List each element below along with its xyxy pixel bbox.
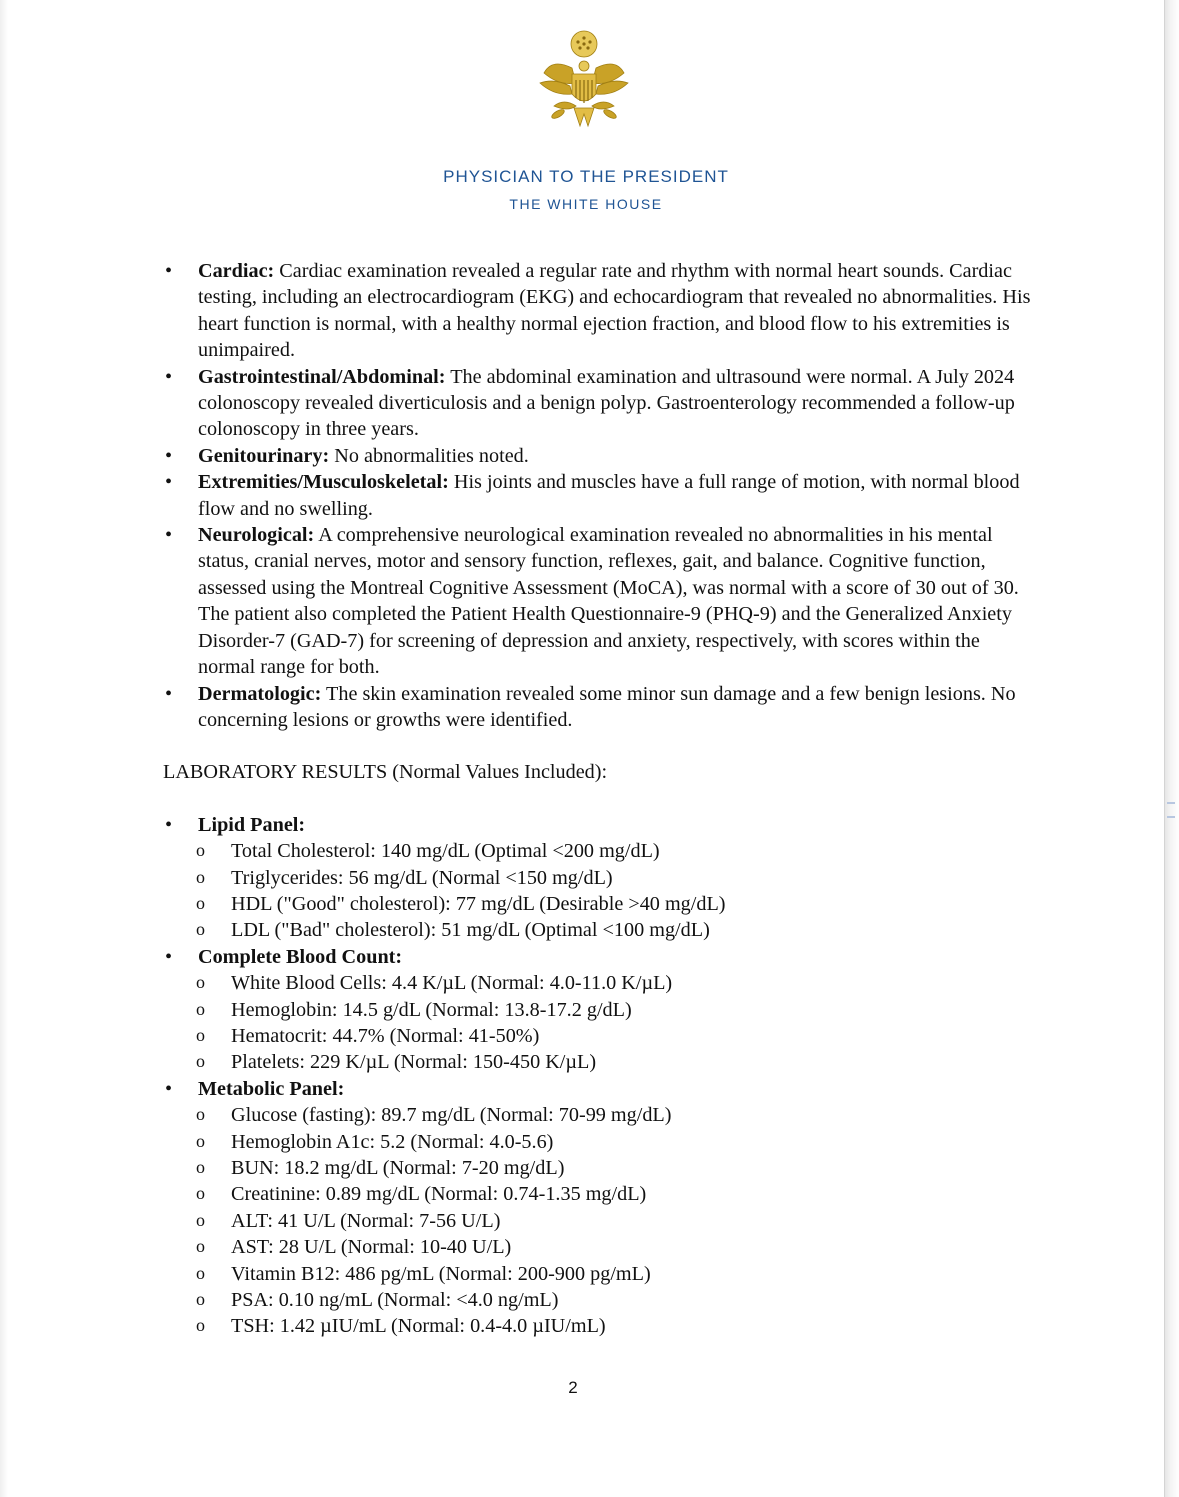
finding-text: A comprehensive neurological examination revealed no abnormalities in his mental status, cranial nerves, motor and sensory function, reflexes, gait, and balance. Cognitive function, assessed using the Montreal Cognitive Assessment (MoCA), was normal with a score of 30 out of 30. The patient also completed the Patient Health Questionnaire-9 (PHQ-9) and the Generalized Anxiety Disorder-7 (GAD-7) for screening of depression and anxiety, respectively, with scores within the normal range for both. [198, 524, 1019, 679]
finding-genitourinary [163, 443, 1033, 469]
finding-label: Genitourinary: [198, 444, 330, 467]
finding-label: Dermatologic: [198, 682, 322, 705]
presidential-seal-icon [534, 28, 634, 133]
panel-title: Metabolic Panel: [198, 1077, 345, 1100]
lab-result-item: o Creatinine: 0.89 mg/dL (Normal: 0.74-1.35 mg/dL) [163, 1181, 1033, 1207]
cbc-results-list [163, 970, 1033, 1076]
lab-result-item: o Platelets: 229 K/µL (Normal: 150-450 K/µL) [163, 1049, 1033, 1075]
finding-label: Neurological: [198, 524, 315, 547]
finding-text: Cardiac examination revealed a regular rate and rhythm with normal heart sounds. Cardiac testing, including an electrocardiogram (EKG) and echocardiogram that revealed no abnormalities. His heart function is normal, with a healthy normal ejection fraction, and blood flow to his extremities is unimpaired. [198, 260, 1031, 362]
lab-panel-cbc [163, 944, 1033, 970]
finding-cardiac [163, 258, 1033, 364]
lab-result-item: o Hemoglobin A1c: 5.2 (Normal: 4.0-5.6) [163, 1129, 1033, 1155]
panel-title: Complete Blood Count: [198, 945, 403, 968]
page-left-shadow [0, 0, 8, 1497]
finding-gastrointestinal [163, 364, 1033, 443]
panel-title: Lipid Panel: [198, 813, 306, 836]
lab-panels-list [163, 1076, 1033, 1102]
letterhead-subtitle: THE WHITE HOUSE [509, 196, 663, 212]
finding-text: No abnormalities noted. [334, 444, 529, 467]
lab-result-item: o Hemoglobin: 14.5 g/dL (Normal: 13.8-17.2 g/dL) [163, 997, 1033, 1023]
lab-result-item: o Total Cholesterol: 140 mg/dL (Optimal <200 mg/dL) [163, 838, 1033, 864]
lab-result-item: o TSH: 1.42 µIU/mL (Normal: 0.4-4.0 µIU/mL) [163, 1313, 1033, 1339]
finding-label: Gastrointestinal/Abdominal: [198, 365, 446, 388]
edge-mark [1167, 816, 1175, 818]
finding-musculoskeletal [163, 469, 1033, 522]
metabolic-results-list [163, 1102, 1033, 1340]
lab-result-item: o Triglycerides: 56 mg/dL (Normal <150 mg/dL) [163, 865, 1033, 891]
lab-result-item: o LDL ("Bad" cholesterol): 51 mg/dL (Optimal <100 mg/dL) [163, 917, 1033, 943]
letterhead-title: PHYSICIAN TO THE PRESIDENT [443, 167, 729, 186]
finding-neurological [163, 522, 1033, 680]
lab-result-item: o PSA: 0.10 ng/mL (Normal: <4.0 ng/mL) [163, 1287, 1033, 1313]
document-body [163, 258, 1033, 1340]
finding-label: Extremities/Musculoskeletal: [198, 471, 449, 494]
lab-result-item: o BUN: 18.2 mg/dL (Normal: 7-20 mg/dL) [163, 1155, 1033, 1181]
page-right-edge [1164, 0, 1179, 1497]
lab-panels-list [163, 944, 1033, 970]
lipid-results-list [163, 838, 1033, 944]
lab-result-item: o HDL ("Good" cholesterol): 77 mg/dL (Desirable >40 mg/dL) [163, 891, 1033, 917]
lab-panels-list [163, 812, 1033, 838]
finding-text: His joints and muscles have a full range of motion, with normal blood flow and no swelling. [198, 471, 1020, 520]
finding-text: The skin examination revealed some minor sun damage and a few benign lesions. No concerning lesions or growths were identified. [198, 682, 1016, 731]
finding-text: The abdominal examination and ultrasound were normal. A July 2024 colonoscopy revealed diverticulosis and a benign polyp. Gastroenterology recommended a follow-up colonoscopy in three years. [198, 365, 1015, 441]
finding-dermatologic [163, 681, 1033, 734]
lab-result-item: o White Blood Cells: 4.4 K/µL (Normal: 4.0-11.0 K/µL) [163, 970, 1033, 996]
lab-result-item: o AST: 28 U/L (Normal: 10-40 U/L) [163, 1234, 1033, 1260]
edge-mark [1167, 802, 1175, 804]
lab-result-item: o Vitamin B12: 486 pg/mL (Normal: 200-900 pg/mL) [163, 1261, 1033, 1287]
finding-label: Cardiac: [198, 260, 275, 282]
lab-result-item: o Hematocrit: 44.7% (Normal: 41-50%) [163, 1023, 1033, 1049]
lab-panel-metabolic [163, 1076, 1033, 1102]
lab-results-heading: LABORATORY RESULTS (Normal Values Included): [163, 761, 608, 784]
lab-panel-lipid [163, 812, 1033, 838]
exam-findings-list [163, 258, 1033, 733]
page-number: 2 [568, 1378, 578, 1397]
lab-result-item: o Glucose (fasting): 89.7 mg/dL (Normal: 70-99 mg/dL) [163, 1102, 1033, 1128]
lab-result-item: o ALT: 41 U/L (Normal: 7-56 U/L) [163, 1208, 1033, 1234]
